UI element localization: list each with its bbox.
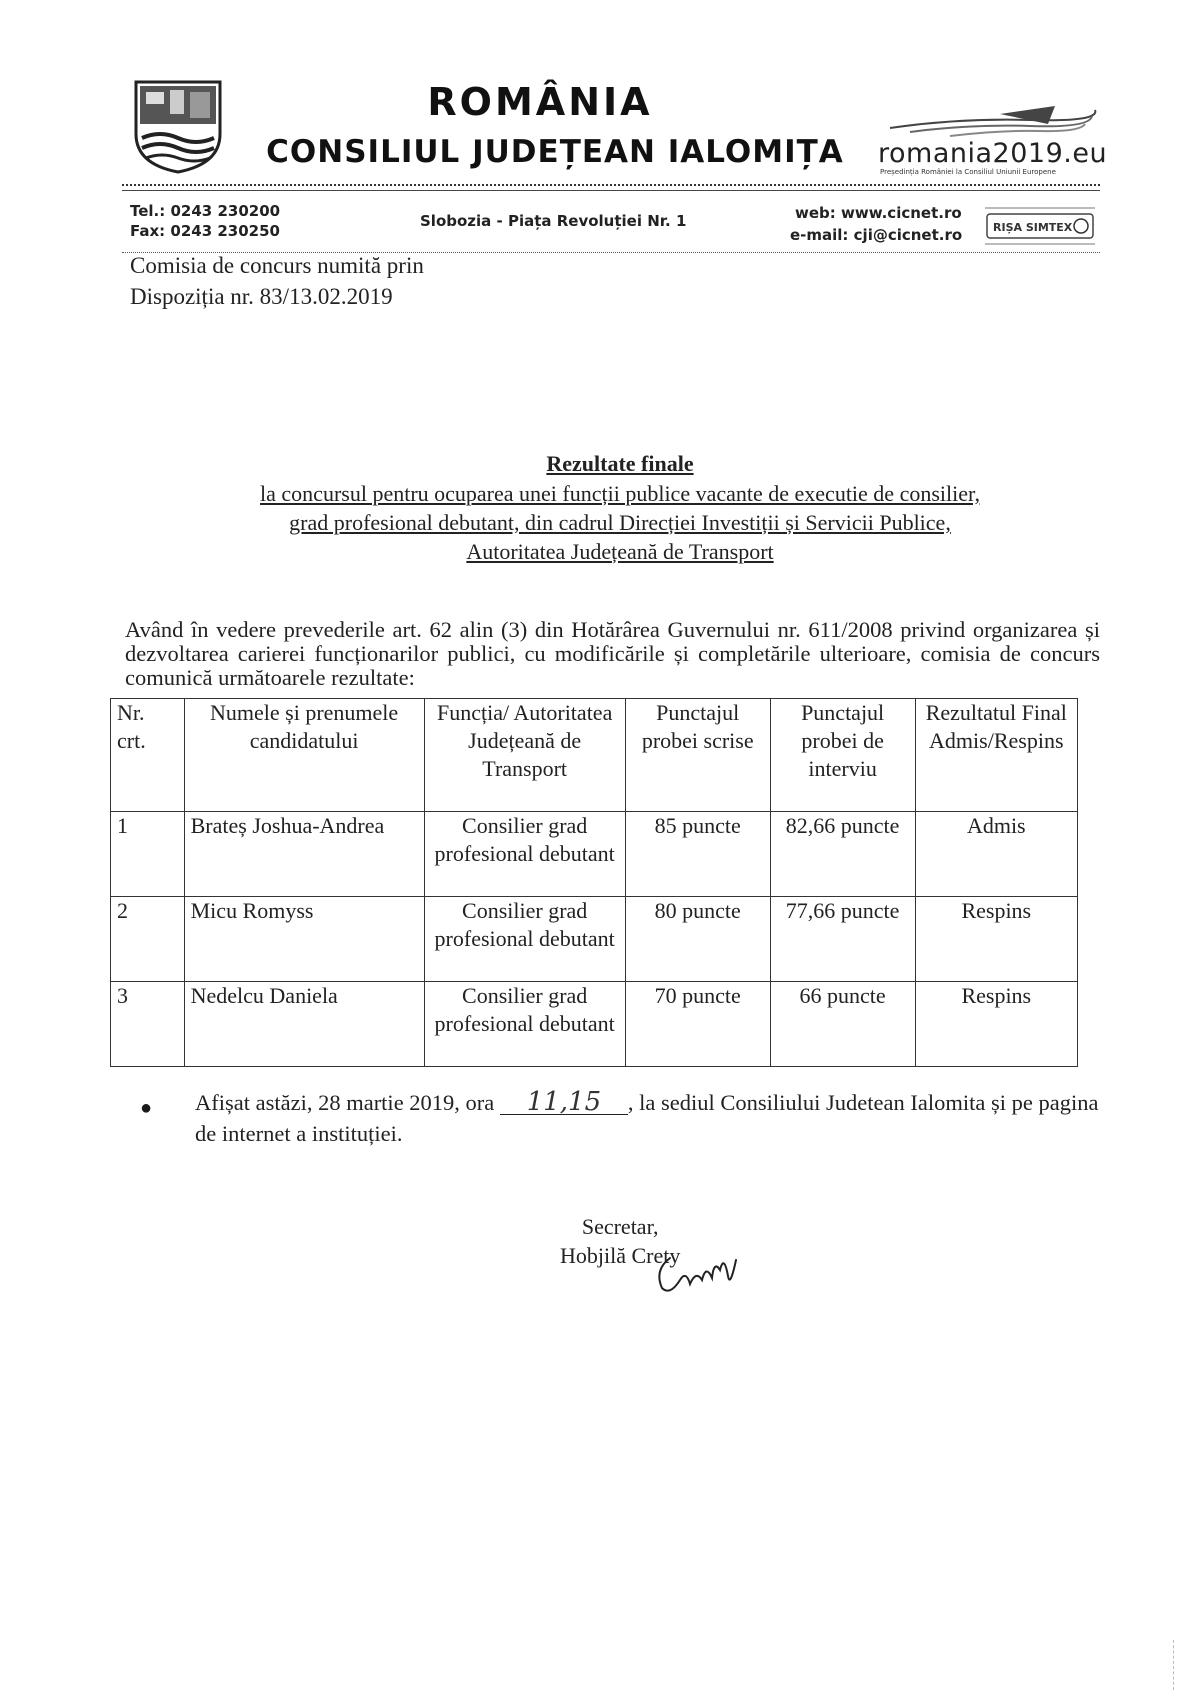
cell-written-score: 85 puncte xyxy=(625,812,770,897)
disposition-line: Dispoziția nr. 83/13.02.2019 xyxy=(130,284,393,309)
table-row xyxy=(111,982,1078,1067)
signatory-name: Hobjilă Crety xyxy=(560,1243,681,1268)
cell-interview-score: 66 puncte xyxy=(770,982,915,1067)
handwritten-time: 11,15 xyxy=(500,1090,628,1115)
cell-result: Admis xyxy=(915,812,1077,897)
cell-function: Consilier grad profesional debutant xyxy=(424,982,625,1067)
cell-result: Respins xyxy=(915,982,1077,1067)
table-header-row xyxy=(111,699,1078,812)
cell-nr: 2 xyxy=(111,897,185,982)
phone-number: Tel.: 0243 230200 xyxy=(130,202,281,220)
fax-number: Fax: 0243 230250 xyxy=(130,222,280,240)
title-line: la concursul pentru ocuparea unei funcții publice vacante de executie de consilier, xyxy=(260,481,980,506)
header-divider xyxy=(122,190,1100,191)
table-row xyxy=(111,812,1078,897)
institution-title: CONSILIUL JUDEȚEAN IALOMIȚA xyxy=(266,134,844,170)
header-name: Numele și prenumele candidatului xyxy=(184,699,424,812)
title-line: Autoritatea Județeană de Transport xyxy=(466,539,774,564)
posting-suffix: , la sediul Consiliului Judetean Ialomita și pe pagina de internet a instituției. xyxy=(195,1090,1099,1146)
address: Slobozia - Piața Revoluției Nr. 1 xyxy=(420,212,687,230)
results-table xyxy=(110,698,1078,1067)
cell-function: Consilier grad profesional debutant xyxy=(424,812,625,897)
table-row xyxy=(111,897,1078,982)
county-coat-of-arms-icon xyxy=(130,78,226,174)
cell-result: Respins xyxy=(915,897,1077,982)
header-written-score: Punctajul probei scrise xyxy=(625,699,770,812)
posting-prefix: Afișat astăzi, 28 martie 2019, ora xyxy=(195,1090,500,1115)
romania2019-logo-text: romania2019.eu xyxy=(878,138,1108,169)
website: web: www.cicnet.ro xyxy=(795,204,962,222)
document-title xyxy=(220,449,1020,566)
posting-note xyxy=(195,1087,1100,1149)
cell-written-score: 70 puncte xyxy=(625,982,770,1067)
certification-badge-icon xyxy=(985,204,1095,252)
certification-text: RIȘA SIMTEX xyxy=(993,221,1073,234)
bullet-icon: ● xyxy=(140,1097,153,1119)
header-nr: Nr. crt. xyxy=(111,699,185,812)
title-main: Rezultate finale xyxy=(546,451,694,476)
title-line: grad profesional debutant, din cadrul Direcției Investiții și Servicii Publice, xyxy=(289,510,951,535)
cell-interview-score: 77,66 puncte xyxy=(770,897,915,982)
country-title: ROMÂNIA xyxy=(427,80,653,124)
cell-name: Nedelcu Daniela xyxy=(184,982,424,1067)
cell-written-score: 80 puncte xyxy=(625,897,770,982)
handwritten-signature-icon xyxy=(650,1240,740,1300)
scan-artifact xyxy=(1173,1640,1176,1690)
header-divider xyxy=(122,184,1100,186)
presidency-subtitle: Președinția României la Consiliul Uniunii Europene xyxy=(880,168,1056,176)
header-interview-score: Punctajul probei de interviu xyxy=(770,699,915,812)
commission-reference xyxy=(130,250,424,312)
signatory-role: Secretar, xyxy=(581,1214,659,1239)
header-result: Rezultatul Final Admis/Respins xyxy=(915,699,1077,812)
cell-nr: 3 xyxy=(111,982,185,1067)
cell-name: Micu Romyss xyxy=(184,897,424,982)
email: e-mail: cji@cicnet.ro xyxy=(790,226,963,244)
cell-interview-score: 82,66 puncte xyxy=(770,812,915,897)
intro-paragraph: Având în vedere prevederile art. 62 alin (3) din Hotărârea Guvernului nr. 611/2008 privind organizarea și dezvoltarea carierei funcționarilor publici, cu modificările și completările ulterioare, comisia de concurs comunică următoarele rezultate: xyxy=(125,617,1100,690)
cell-nr: 1 xyxy=(111,812,185,897)
cell-function: Consilier grad profesional debutant xyxy=(424,897,625,982)
header-function: Funcția/ Autoritatea Județeană de Transport xyxy=(424,699,625,812)
commission-line: Comisia de concurs numită prin xyxy=(130,253,424,278)
cell-name: Brateș Joshua-Andrea xyxy=(184,812,424,897)
